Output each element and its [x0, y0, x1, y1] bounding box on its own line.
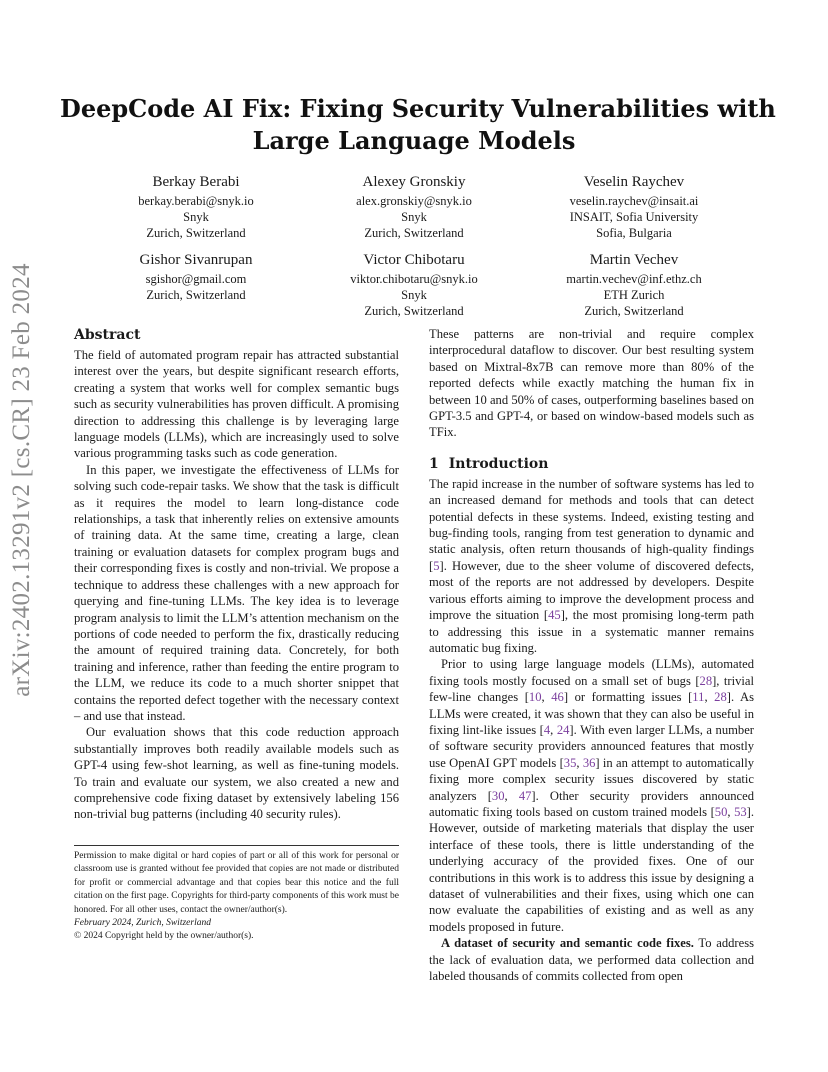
author-location: Zurich, Switzerland: [146, 226, 246, 240]
author-email: viktor.chibotaru@snyk.io: [350, 272, 478, 286]
citation-link[interactable]: 30: [491, 788, 505, 803]
author-name: Berkay Berabi: [152, 174, 240, 190]
abstract-paragraph: Our evaluation shows that this code reduction approach substantially improves both readily available models such as GPT-4 using few-shot learning, as well as fine-tuning models. To train and evaluate our system, we also created a new and comprehensive code fixing dataset by extensively labeling 156 non-trivial bug patterns (including 40 security rules).: [74, 725, 399, 822]
text-run: ], the most promising long-term path to addressing this issue in a systematic manner remains automatic bug fixing.: [429, 608, 755, 655]
citation-link[interactable]: 36: [582, 755, 596, 770]
citation-link[interactable]: 46: [551, 690, 564, 705]
author-email: alex.gronskiy@snyk.io: [356, 194, 472, 208]
citation-link[interactable]: 47: [518, 788, 532, 803]
text-run: ,: [727, 804, 735, 819]
author-block: [314, 172, 514, 241]
author-location: Zurich, Switzerland: [364, 304, 464, 318]
text-run: ], trivial few-line changes [: [429, 673, 754, 705]
author-location: Zurich, Switzerland: [584, 304, 684, 318]
author-affiliation: ETH Zurich: [603, 288, 665, 302]
paper-title: [60, 93, 776, 157]
title-line-2: Large Language Models: [252, 126, 576, 155]
citation-link[interactable]: 45: [548, 608, 561, 623]
citation-link[interactable]: 53: [734, 804, 747, 819]
author-block: [534, 250, 734, 319]
author-location: Zurich, Switzerland: [364, 226, 464, 240]
text-run: To address the lack of evaluation data, we performed data collection and labeled thousands of commits collected from open: [429, 936, 754, 984]
text-run: ]. With even larger LLMs, a number of software security providers announced features that mostly use OpenAI GPT models [: [429, 722, 755, 770]
citation-link[interactable]: 28: [714, 690, 727, 705]
footnote-divider: [74, 845, 399, 846]
author-email: veselin.raychev@insait.ai: [569, 194, 699, 208]
citation-link[interactable]: 5: [433, 558, 440, 573]
author-name: Martin Vechev: [589, 252, 679, 268]
citation-link[interactable]: 4: [543, 722, 551, 737]
citation-link[interactable]: 11: [692, 690, 705, 705]
abstract-paragraph: The field of automated program repair has attracted substantial interest over the years, but despite significant research efforts, creating a system that works well for complex semantic bugs such as security vulnerabilities has proven difficult. A promising direction to addressing this challenge is by leveraging large language models (LLMs), which are increasingly used to solve various programming tasks such as code generation.: [74, 348, 399, 461]
text-run: ]. Other security providers announced automatic fixing tools based on custom trained models [: [429, 788, 755, 819]
author-affiliation: Snyk: [401, 288, 427, 302]
intro-paragraph: [429, 935, 754, 984]
text-run: Prior to using large language models (LLMs), automated fixing tools mostly focused on a small set of bugs [: [429, 657, 754, 688]
author-affiliation: INSAIT, Sofia University: [569, 210, 699, 224]
abstract-heading: Abstract: [74, 327, 141, 343]
text-run: ,: [550, 722, 557, 737]
left-column: [74, 326, 399, 823]
copyright-text: © 2024 Copyright held by the owner/author(s).: [74, 931, 254, 942]
author-affiliation: Snyk: [401, 210, 427, 224]
citation-link[interactable]: 50: [714, 804, 728, 819]
abstract-paragraph: These patterns are non-trivial and require complex interprocedural dataflow to discover. Our best resulting system based on Mixtral-8x7B can remove more than 80% of the reported defects while exactly matching the human fix in between 10 and 50% of cases, outperforming baselines based on GPT-3.5 and GPT-4, or based on window-based models such as TFix.: [429, 327, 754, 440]
author-email: sgishor@gmail.com: [145, 272, 247, 286]
title-line-1: DeepCode AI Fix: Fixing Security Vulnerabilities with: [60, 94, 776, 123]
text-run: ,: [541, 690, 552, 705]
author-affiliation: Zurich, Switzerland: [146, 288, 246, 302]
permission-footnote: [74, 850, 399, 944]
author-name: Veselin Raychev: [583, 174, 685, 190]
text-run: ,: [504, 788, 519, 803]
text-run: The rapid increase in the number of software systems has led to an increased demand for methods and tools that can detect potential defects in these systems. Indeed, existing testing and bug-finding tools, ranging from test generation to dynamic and static analysis, often return thousands of high-quality findings [: [429, 476, 754, 573]
text-run: ]. As LLMs were created, it was shown that they can also be useful in fixing lint-like issues [: [429, 690, 754, 737]
intro-paragraph: [429, 476, 754, 656]
text-run: ] or formatting issues [: [563, 690, 693, 705]
text-run: ]. However, outside of marketing materials that display the user interface of these tools, there is little understanding of the underlying accuracy of the provided fixes. One of our contributions in this work is to address this issue by designing a dataset of vulnerabilities and their fixes, using which one can now evaluate the capabilities of existing and as well as any models proposed in future.: [429, 804, 755, 934]
text-run: ,: [704, 690, 715, 705]
arxiv-identifier: arXiv:2402.13291v2 [cs.CR] 23 Feb 2024: [8, 263, 35, 697]
conference-date: February 2024, Zurich, Switzerland: [74, 918, 211, 929]
author-block: [96, 172, 296, 241]
author-block: [534, 172, 734, 241]
citation-link[interactable]: 24: [556, 722, 570, 737]
author-name: Gishor Sivanrupan: [139, 252, 253, 268]
author-name: Alexey Gronskiy: [362, 174, 466, 190]
paragraph-lead: A dataset of security and semantic code fixes.: [441, 936, 694, 951]
abstract-paragraph: In this paper, we investigate the effectiveness of LLMs for solving such code-repair tasks. We show that the task is difficult as it requires the model to learn long-distance code relationships, a task that inherently relies on extensive amounts of training data. At the same time, creating a large, clean training or evaluation datasets for complex program bugs and their corresponding fixes is costly and non-trivial. We propose a technique to address these challenges with a new approach for querying and fine-tuning LLMs. The key idea is to leverage program analysis to limit the LLM’s attention mechanism on the portions of code needed to perform the fix, drastically reducing the amount of required training data. Concretely, for both training and inference, rather than feeding the entire program to the LLM, we reduce its code to a much shorter snippet that contains the reported defect together with the necessary context – and use that instead.: [74, 462, 399, 723]
intro-paragraph: [429, 656, 754, 935]
author-location: Sofia, Bulgaria: [596, 226, 672, 240]
section-heading: [429, 455, 754, 473]
text-run: ]. However, due to the sheer volume of discovered defects, most of the reports are not addressed by developers. Despite various efforts aiming to improve the development process and improve the situation [: [429, 558, 754, 623]
section-title: Introduction: [448, 455, 549, 472]
section-number: 1: [429, 455, 439, 472]
author-email: martin.vechev@inf.ethz.ch: [566, 272, 702, 286]
citation-link[interactable]: 10: [528, 690, 542, 705]
permission-text: Permission to make digital or hard copies of part or all of this work for personal or classroom use is granted without fee provided that copies are not made or distributed for profit or commercial advantage and that copies bear this notice and the full citation on the first page. Copyrights for third-party components of this work must be honored. For all other uses, contact the owner/author(s).: [74, 851, 399, 915]
author-block: [314, 250, 514, 319]
text-run: ] in an attempt to automatically fixing more complex security issues discovered by static analyzers [: [429, 755, 754, 803]
right-column: [429, 326, 754, 984]
citation-link[interactable]: 28: [699, 673, 713, 688]
author-email: berkay.berabi@snyk.io: [138, 194, 254, 208]
author-name: Victor Chibotaru: [363, 252, 465, 268]
citation-link[interactable]: 35: [563, 755, 577, 770]
author-block: [96, 250, 296, 303]
text-run: ,: [576, 755, 583, 770]
author-affiliation: Snyk: [183, 210, 209, 224]
